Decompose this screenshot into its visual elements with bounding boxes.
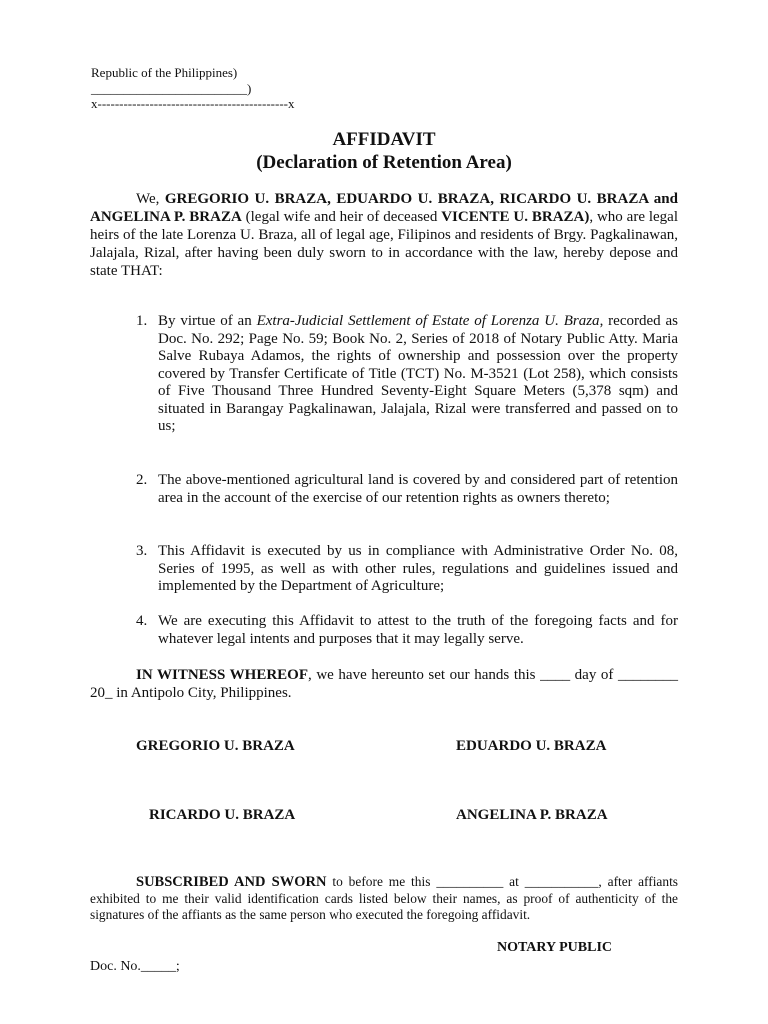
jurat-text: to before me this __________ at ___________, after affiants exhibited to me their valid identification cards listed below their names, as proof of authenticity of the signatures of the affiants as the same person who executed the foregoing affidavit. xyxy=(90,874,678,922)
document-subtitle: (Declaration of Retention Area) xyxy=(256,152,512,173)
doc-no-field: Doc. No._____; xyxy=(90,959,180,974)
intro-mid: (legal wife and heir of deceased xyxy=(241,209,442,225)
item-number: 4. xyxy=(136,613,148,629)
list-item xyxy=(136,543,678,596)
notary-public-label: NOTARY PUBLIC xyxy=(497,940,613,955)
settlement-title: Extra-Judicial Settlement of Estate of Lorenza U. Braza xyxy=(256,313,600,329)
item-text-pre: By virtue of an xyxy=(158,313,257,329)
venue-line: Republic of the Philippines) xyxy=(91,65,238,80)
deceased-name: VICENTE U. BRAZA) xyxy=(441,209,590,225)
witness-text: , we have hereunto set our hands this ____ day of ________ 20_ in Antipolo City, Philippines. xyxy=(90,667,678,701)
intro-rest: , who are legal heirs of the late Lorenza U. Braza, all of legal age, Filipinos and residents of Brgy. Pagkalinawan, Jalajala, Rizal, after having been duly sworn to in accordance with the law, hereby depose and state THAT: xyxy=(90,209,678,279)
signatory-name: ANGELINA P. BRAZA xyxy=(456,807,608,823)
intro-paragraph xyxy=(90,190,678,280)
signatory-name: EDUARDO U. BRAZA xyxy=(456,738,607,754)
item-text: We are executing this Affidavit to attest to the truth of the foregoing facts and for whatever legal intents and purposes that it may legally serve. xyxy=(158,613,678,647)
item-number: 3. xyxy=(136,543,148,559)
jurat-heading: SUBSCRIBED AND SWORN xyxy=(136,874,327,890)
item-number: 2. xyxy=(136,472,148,488)
document-title: AFFIDAVIT xyxy=(332,129,436,150)
jurat-paragraph xyxy=(90,874,678,924)
witness-paragraph xyxy=(90,666,678,702)
list-item xyxy=(136,313,678,436)
signatory-name: RICARDO U. BRAZA xyxy=(149,807,296,823)
item-text: This Affidavit is executed by us in compliance with Administrative Order No. 08, Series of 1995, as well as with other rules, regulations and guidelines issued and implemented by the Department of Agriculture; xyxy=(158,543,678,594)
list-item xyxy=(136,472,678,507)
intro-we: We, xyxy=(136,191,165,207)
affiant-names: GREGORIO U. BRAZA, EDUARDO U. BRAZA, RICARDO U. BRAZA and ANGELINA P. BRAZA xyxy=(90,191,678,225)
venue-blank-line: ________________________) xyxy=(91,81,252,96)
venue-x-line: x--------------------------------------------x xyxy=(91,96,295,111)
item-text: The above-mentioned agricultural land is covered by and considered part of retention area in the account of the exercise of our retention rights as owners thereto; xyxy=(158,472,678,506)
list-item xyxy=(136,613,678,648)
item-text-post: , recorded as Doc. No. 292; Page No. 59; Book No. 2, Series of 2018 of Notary Public Atty. Maria Salve Rubaya Adamos, the rights of ownership and possession over the property covered by Transfer Certificate of Title (TCT) No. M-3521 (Lot 258), which consists of Five Thousand Three Hundred Seventy-Eight Square Meters (5,378 sqm) and situated in Barangay Pagkalinawan, Jalajala, Rizal were transferred and passed on to us; xyxy=(158,313,678,434)
witness-heading: IN WITNESS WHEREOF xyxy=(136,667,309,683)
signatory-name: GREGORIO U. BRAZA xyxy=(136,738,295,754)
item-number: 1. xyxy=(136,313,148,329)
item-text xyxy=(158,313,678,436)
